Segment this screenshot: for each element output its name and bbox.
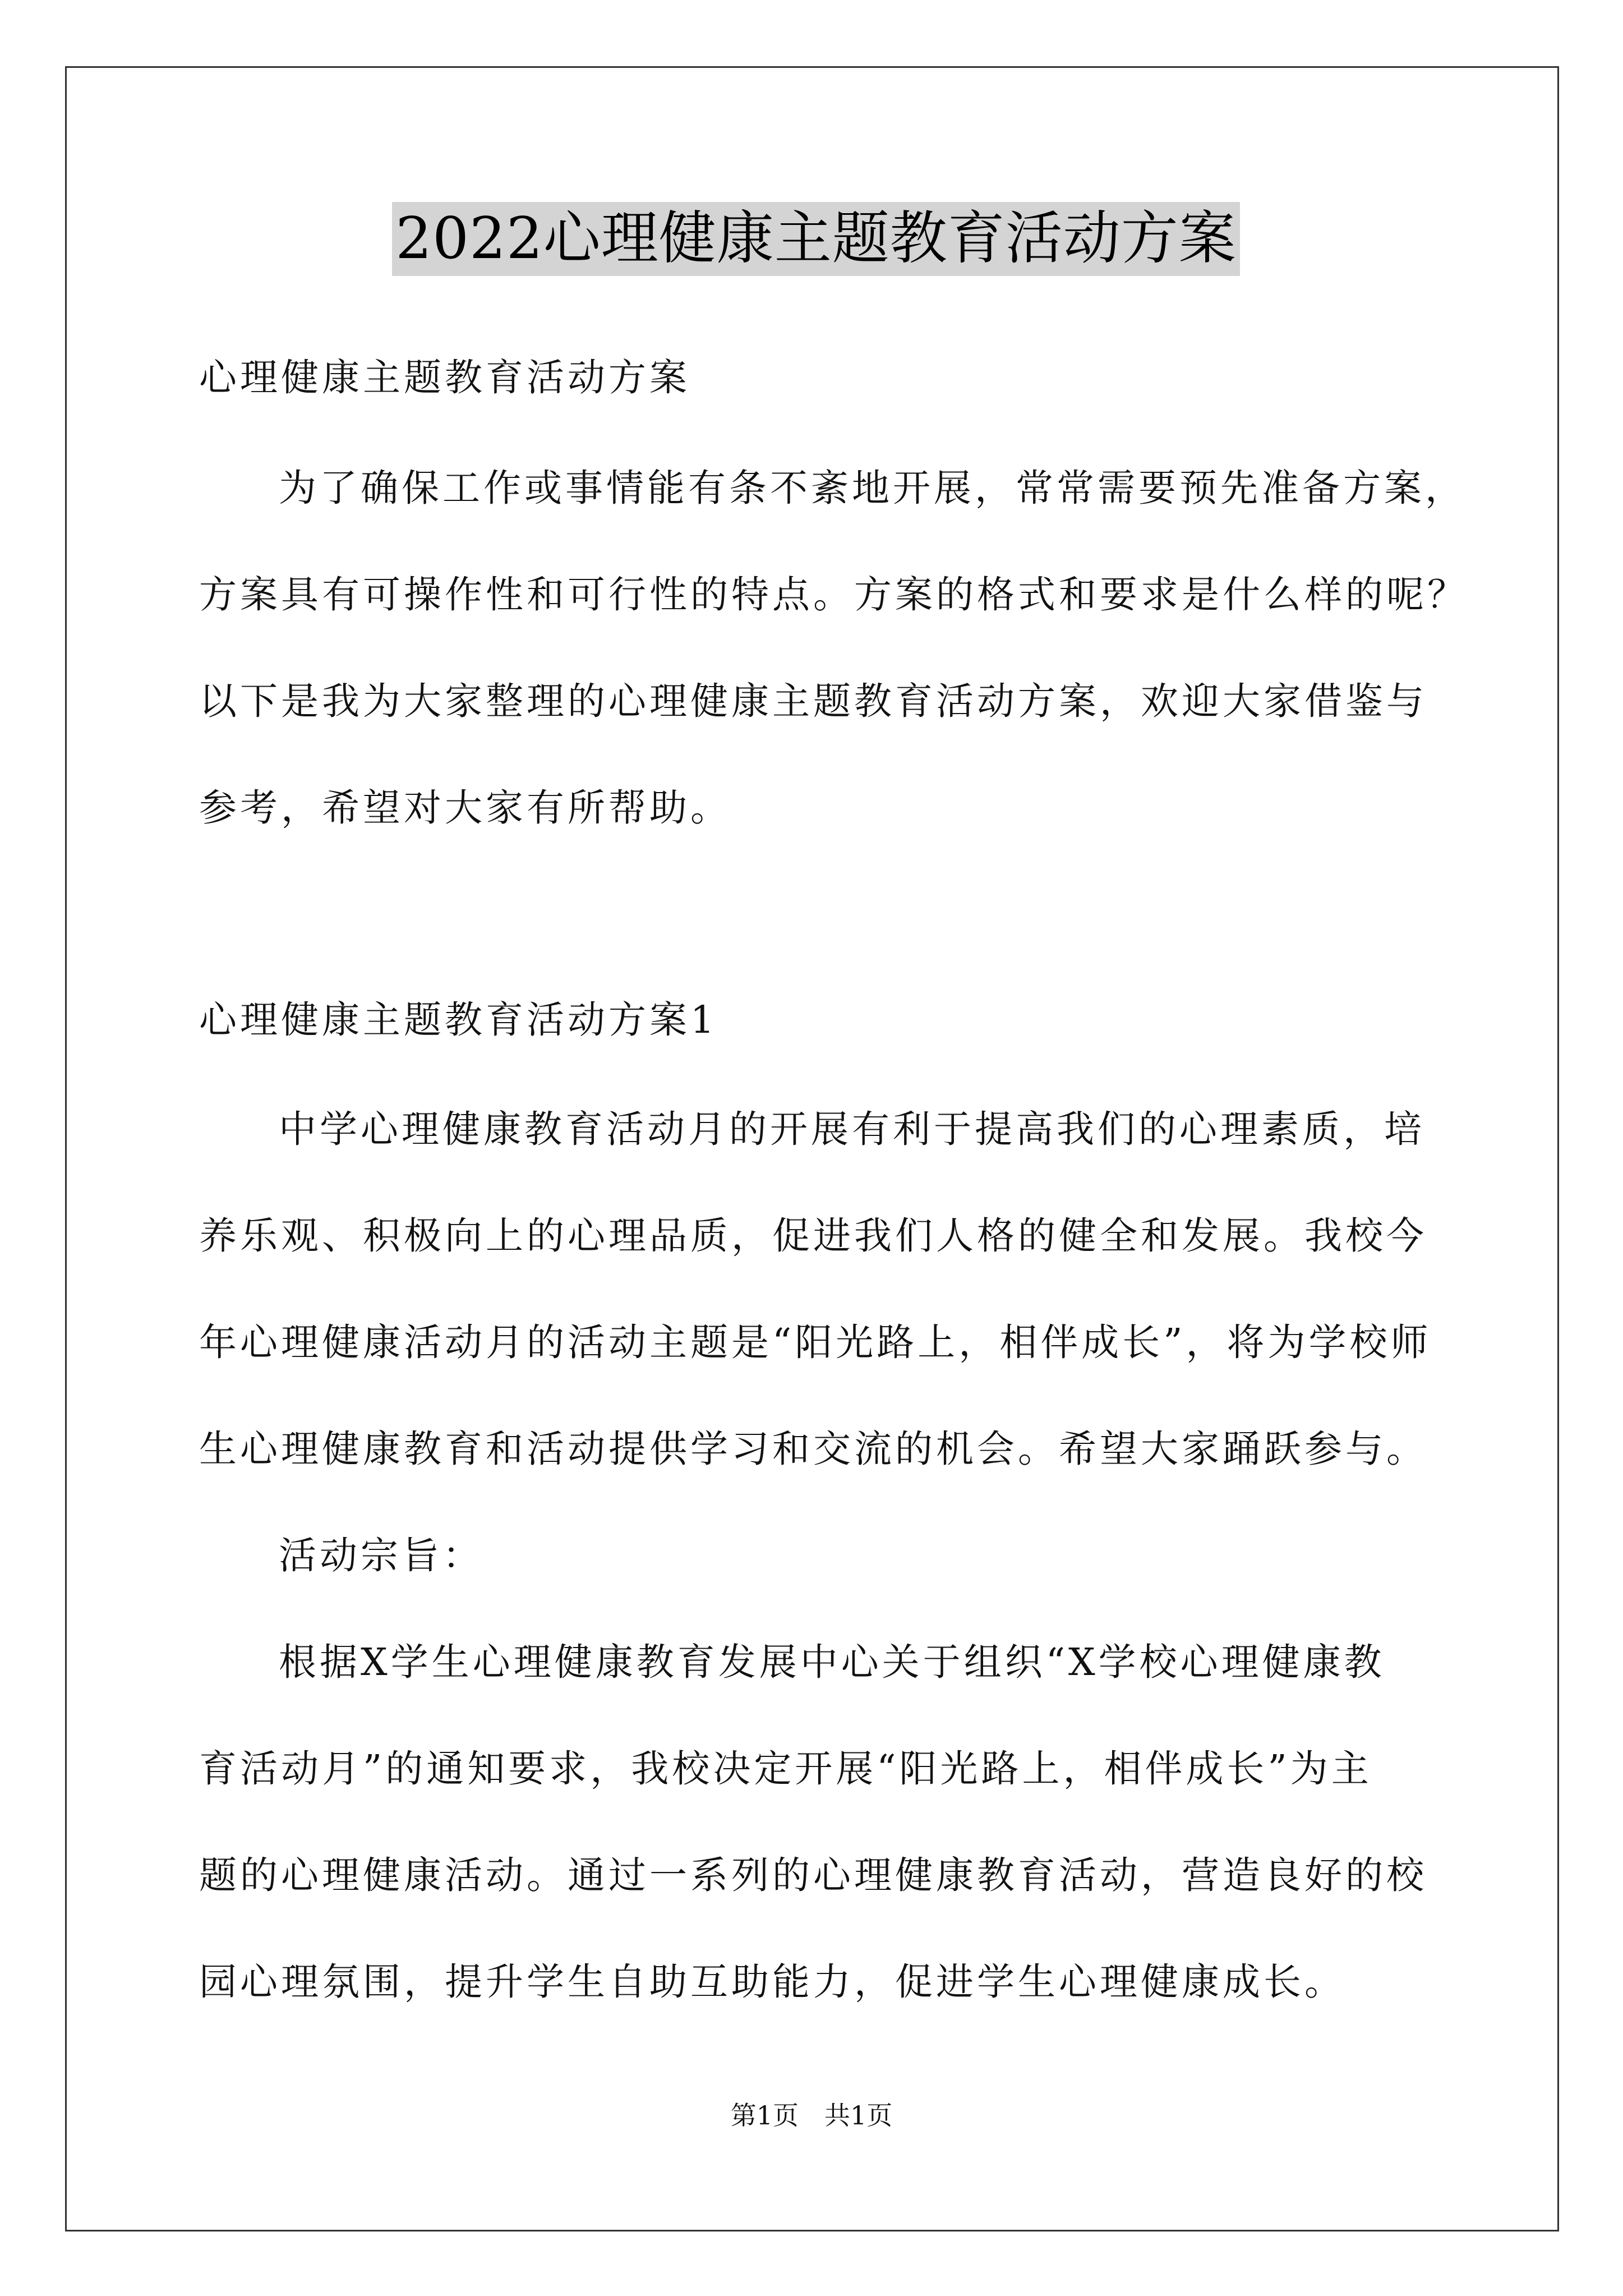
title-container	[199, 202, 1433, 276]
purpose-line: 根据X学生心理健康教育发展中心关于组织“X学校心理健康教	[279, 1640, 1385, 1684]
intro-line: 参考，希望对大家有所帮助。	[199, 786, 731, 830]
intro-line: 方案具有可操作性和可行性的特点。方案的格式和要求是什么样的呢？	[199, 573, 1468, 616]
section-heading: 心理健康主题教育活动方案1	[199, 998, 718, 1042]
purpose-line: 园心理氛围，提升学生自助互助能力，促进学生心理健康成长。	[199, 1960, 1345, 2004]
section-paragraph	[199, 1076, 1433, 1502]
purpose-paragraph	[199, 1609, 1433, 2035]
section-line: 养乐观、积极向上的心理品质，促进我们人格的健全和发展。我校今	[199, 1214, 1427, 1258]
purpose-line: 育活动月”的通知要求，我校决定开展“阳光路上，相伴成长”为主	[199, 1747, 1372, 1791]
intro-line: 以下是我为大家整理的心理健康主题教育活动方案，欢迎大家借鉴与	[199, 679, 1427, 723]
section-line: 年心理健康活动月的活动主题是“阳光路上，相伴成长”，将为学校师	[199, 1320, 1432, 1364]
page-footer: 第1页 共1页	[730, 2100, 893, 2131]
document-subtitle: 心理健康主题教育活动方案	[199, 356, 690, 399]
intro-paragraph	[199, 435, 1468, 861]
purpose-label-block	[199, 1502, 1433, 1609]
section-line: 中学心理健康教育活动月的开展有利于提高我们的心理素质，培	[279, 1107, 1425, 1151]
section-line: 生心理健康教育和活动提供学习和交流的机会。希望大家踊跃参与。	[199, 1427, 1427, 1471]
document-title: 2022心理健康主题教育活动方案	[392, 202, 1240, 276]
intro-line: 为了确保工作或事情能有条不紊地开展，常常需要预先准备方案，	[279, 466, 1466, 510]
purpose-label: 活动宗旨：	[279, 1534, 483, 1577]
purpose-line: 题的心理健康活动。通过一系列的心理健康教育活动，营造良好的校	[199, 1853, 1427, 1897]
